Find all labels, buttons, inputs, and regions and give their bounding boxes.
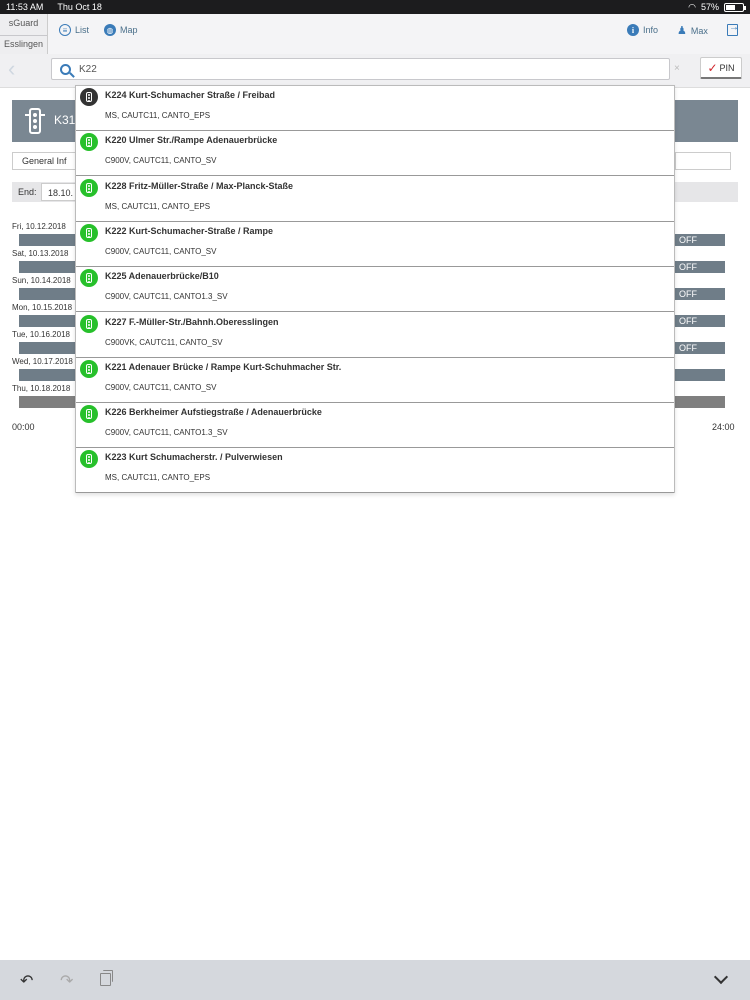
back-chevron-icon[interactable]: ‹: [8, 56, 16, 81]
result-item[interactable]: [76, 448, 674, 493]
result-details: MS, CAUTC11, CANTO_EPS: [105, 473, 211, 483]
nav-info[interactable]: [627, 24, 658, 36]
result-item[interactable]: [76, 358, 674, 403]
paste-icon[interactable]: [100, 973, 111, 986]
nav-list[interactable]: [59, 24, 89, 36]
brand-location: Esslingen: [0, 35, 47, 49]
result-item[interactable]: [76, 267, 674, 312]
result-item[interactable]: [76, 403, 674, 448]
logout-button[interactable]: [727, 24, 738, 36]
time-end-label: 24:00: [712, 422, 735, 432]
user-icon: ♟: [677, 25, 687, 37]
nav-map-label: Map: [120, 25, 138, 35]
end-date-input[interactable]: 18.10.: [41, 183, 87, 201]
pin-label: PIN: [719, 62, 735, 73]
chevron-down-icon[interactable]: [714, 970, 728, 984]
result-name: K227 F.-Müller-Str./Bahnh.Oberesslingen: [105, 316, 279, 327]
globe-icon: ◍: [104, 24, 116, 36]
result-details: MS, CAUTC11, CANTO_EPS: [105, 111, 211, 120]
off-label: OFF: [679, 235, 697, 245]
search-input[interactable]: [51, 58, 670, 80]
traffic-light-icon: [80, 315, 98, 333]
logout-icon: [727, 24, 738, 36]
battery-percent: 57%: [700, 2, 719, 12]
nav-info-label: Info: [643, 25, 659, 35]
nav-list-label: List: [75, 25, 90, 35]
top-nav: [0, 14, 750, 54]
off-label: OFF: [679, 289, 697, 299]
result-details: MS, CAUTC11, CANTO_EPS: [105, 201, 211, 211]
list-icon: ≡: [59, 24, 71, 36]
traffic-light-icon: [22, 107, 48, 135]
end-label: End:: [18, 187, 37, 197]
search-clear-icon[interactable]: ×: [674, 63, 680, 74]
off-label: OFF: [679, 262, 697, 272]
status-date: Thu Oct 18: [57, 2, 102, 12]
brand-name: sGuard: [8, 18, 39, 28]
result-name: K228 Fritz-Müller-Straße / Max-Planck-Staße: [105, 180, 294, 191]
battery-icon: [724, 3, 744, 12]
result-details: C900V, CAUTC11, CANTO_SV: [105, 156, 217, 166]
status-bar: [0, 0, 750, 14]
search-value: K22: [79, 63, 97, 75]
result-item[interactable]: [76, 177, 674, 222]
traffic-light-icon: [80, 133, 98, 151]
undo-icon[interactable]: ↶: [20, 973, 34, 990]
result-item[interactable]: [76, 131, 674, 176]
detail-title: K31: [54, 113, 76, 127]
day-label: Sat, 10.13.2018: [12, 249, 69, 258]
pin-button[interactable]: [700, 57, 742, 79]
result-details: C900V, CAUTC11, CANTO1.3_SV: [105, 292, 228, 302]
day-label: Fri, 10.12.2018: [12, 222, 66, 231]
traffic-light-icon: [80, 224, 98, 242]
result-name: K224 Kurt-Schumacher Straße / Freibad: [105, 90, 276, 100]
result-name: K221 Adenauer Brücke / Rampe Kurt-Schuhmacher Str.: [105, 361, 342, 372]
result-details: C900V, CAUTC11, CANTO_SV: [105, 382, 217, 392]
wifi-icon: ◠: [688, 1, 696, 12]
search-results-dropdown: [75, 85, 675, 493]
result-name: K222 Kurt-Schumacher-Straße / Rampe: [105, 225, 274, 236]
brand-tab[interactable]: [0, 14, 48, 54]
result-details: C900VK, CAUTC11, CANTO_SV: [105, 337, 223, 347]
result-name: K220 Ulmer Str./Rampe Adenauerbrücke: [105, 135, 278, 146]
result-details: C900V, CAUTC11, CANTO1.3_SV: [105, 428, 228, 438]
result-name: K225 Adenauerbrücke/B10: [105, 271, 219, 282]
off-label: OFF: [679, 316, 697, 326]
day-label: Thu, 10.18.2018: [12, 384, 71, 393]
status-time: 11:53 AM: [6, 2, 44, 12]
nav-user[interactable]: [677, 24, 708, 37]
check-icon: ✓: [707, 60, 718, 75]
result-details: C900V, CAUTC11, CANTO_SV: [105, 246, 217, 256]
result-name: K223 Kurt Schumacherstr. / Pulverwiesen: [105, 452, 283, 463]
detail-field[interactable]: [675, 152, 731, 170]
redo-icon[interactable]: ↷: [60, 973, 74, 990]
keyboard-toolbar: [0, 960, 750, 1000]
day-label: Mon, 10.15.2018: [12, 303, 73, 312]
day-label: Wed, 10.17.2018: [12, 357, 73, 366]
nav-map[interactable]: [104, 24, 138, 36]
traffic-light-icon: [80, 360, 98, 378]
info-icon: i: [627, 24, 639, 36]
search-row: [0, 54, 750, 88]
off-label: OFF: [679, 343, 697, 353]
traffic-light-icon: [80, 269, 98, 287]
result-item[interactable]: [76, 313, 674, 358]
result-item[interactable]: [76, 86, 674, 131]
time-start-label: 00:00: [12, 422, 35, 432]
result-name: K226 Berkheimer Aufstiegstraße / Adenauerbrücke: [105, 407, 322, 418]
day-label: Tue, 10.16.2018: [12, 330, 70, 339]
traffic-light-icon: [80, 450, 98, 468]
result-item[interactable]: [76, 222, 674, 267]
general-info-tab[interactable]: General Inf: [12, 152, 76, 170]
day-label: Sun, 10.14.2018: [12, 276, 71, 285]
traffic-light-icon: [80, 405, 98, 423]
search-icon: [60, 64, 71, 75]
traffic-light-icon: [80, 179, 98, 197]
traffic-light-icon: [80, 88, 98, 106]
nav-user-label: Max: [690, 25, 708, 36]
